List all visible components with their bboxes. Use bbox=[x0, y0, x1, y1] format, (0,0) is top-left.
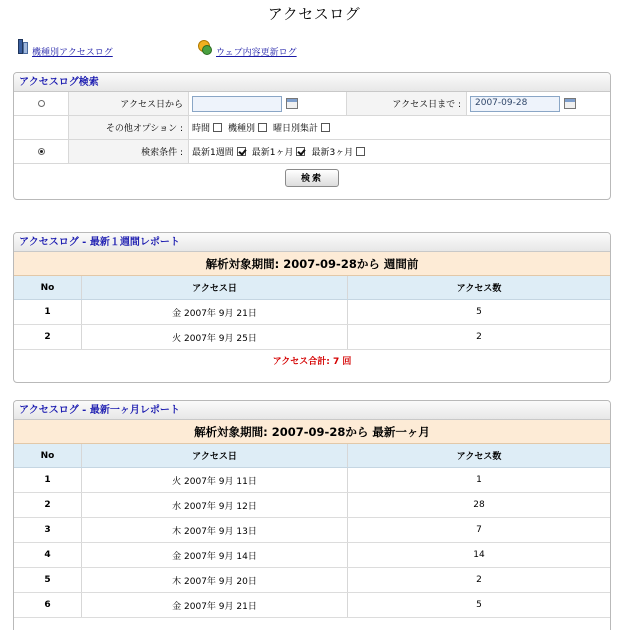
col-count-header: アクセス数 bbox=[456, 452, 502, 462]
option-weekday[interactable]: 曜日別集計 bbox=[273, 121, 336, 134]
to-label: アクセス日まで : bbox=[347, 92, 467, 115]
conditions-radio[interactable] bbox=[38, 148, 45, 155]
monthly-report-panel bbox=[13, 400, 611, 630]
from-label: アクセス日から bbox=[69, 92, 189, 115]
monthly-period: 解析対象期間: 2007-09-28から 最新一ヶ月 bbox=[14, 420, 610, 444]
condition-3month-checkbox[interactable] bbox=[356, 147, 365, 156]
weekly-table-header bbox=[14, 276, 610, 300]
web-update-link-group bbox=[195, 36, 297, 58]
to-calendar-icon[interactable] bbox=[564, 98, 576, 109]
by-model-link-group bbox=[17, 36, 113, 58]
from-calendar-icon[interactable] bbox=[286, 98, 298, 109]
options-row bbox=[14, 116, 610, 140]
table-row: 1 金 2007年 9月 21日 5 bbox=[14, 300, 610, 325]
conditions-row bbox=[14, 140, 610, 164]
col-no-header: No bbox=[14, 444, 82, 467]
option-model[interactable]: 機種別 bbox=[228, 121, 273, 134]
table-row: 1 火 2007年 9月 11日 1 bbox=[14, 468, 610, 493]
col-date-header: アクセス日 bbox=[82, 444, 348, 467]
table-row: 2 水 2007年 9月 12日 28 bbox=[14, 493, 610, 518]
table-row: 3 木 2007年 9月 13日 7 bbox=[14, 518, 610, 543]
table-row: 4 金 2007年 9月 14日 14 bbox=[14, 543, 610, 568]
table-row: 2 火 2007年 9月 25日 2 bbox=[14, 325, 610, 350]
weekly-period: 解析対象期間: 2007-09-28から 週間前 bbox=[14, 252, 610, 276]
condition-1month[interactable]: 最新1ヶ月 bbox=[252, 145, 312, 158]
option-model-checkbox[interactable] bbox=[258, 123, 267, 132]
weekly-report-title: アクセスログ - 最新１週間レポート bbox=[14, 233, 610, 252]
web-update-icon bbox=[195, 38, 213, 56]
condition-3month[interactable]: 最新3ヶ月 bbox=[311, 145, 371, 158]
from-date-input[interactable] bbox=[192, 96, 282, 112]
date-range-row bbox=[14, 92, 610, 116]
monthly-table-header bbox=[14, 444, 610, 468]
option-time[interactable]: 時間 bbox=[192, 121, 228, 134]
to-date-input[interactable]: 2007-09-28 bbox=[470, 96, 560, 112]
col-date-header: アクセス日 bbox=[82, 276, 348, 299]
web-update-log-link[interactable]: ウェブ内容更新ログ bbox=[216, 47, 297, 58]
table-row: 5 木 2007年 9月 20日 2 bbox=[14, 568, 610, 593]
conditions-label: 検索条件 : bbox=[69, 140, 189, 163]
monthly-report-title: アクセスログ - 最新一ヶ月レポート bbox=[14, 401, 610, 420]
button-row bbox=[14, 164, 610, 191]
condition-1week-checkbox[interactable] bbox=[237, 147, 246, 156]
table-row: 6 金 2007年 9月 21日 5 bbox=[14, 593, 610, 618]
col-no-header: No bbox=[14, 276, 82, 299]
search-panel bbox=[13, 72, 611, 200]
option-time-checkbox[interactable] bbox=[213, 123, 222, 132]
phone-icon bbox=[17, 38, 29, 56]
search-button[interactable]: 検索 bbox=[285, 169, 339, 187]
search-panel-title: アクセスログ検索 bbox=[14, 73, 610, 92]
condition-1month-checkbox[interactable] bbox=[296, 147, 305, 156]
weekly-report-panel bbox=[13, 232, 611, 383]
access-total: アクセス合計: 7 回 bbox=[272, 357, 352, 367]
by-model-log-link[interactable]: 機種別アクセスログ bbox=[32, 47, 113, 58]
option-weekday-checkbox[interactable] bbox=[321, 123, 330, 132]
col-count-header: アクセス数 bbox=[456, 284, 502, 294]
options-label: その他オプション : bbox=[69, 116, 189, 139]
condition-1week[interactable]: 最新1週間 bbox=[192, 145, 252, 158]
page-title: アクセスログ bbox=[267, 5, 361, 23]
date-range-radio[interactable] bbox=[38, 100, 45, 107]
